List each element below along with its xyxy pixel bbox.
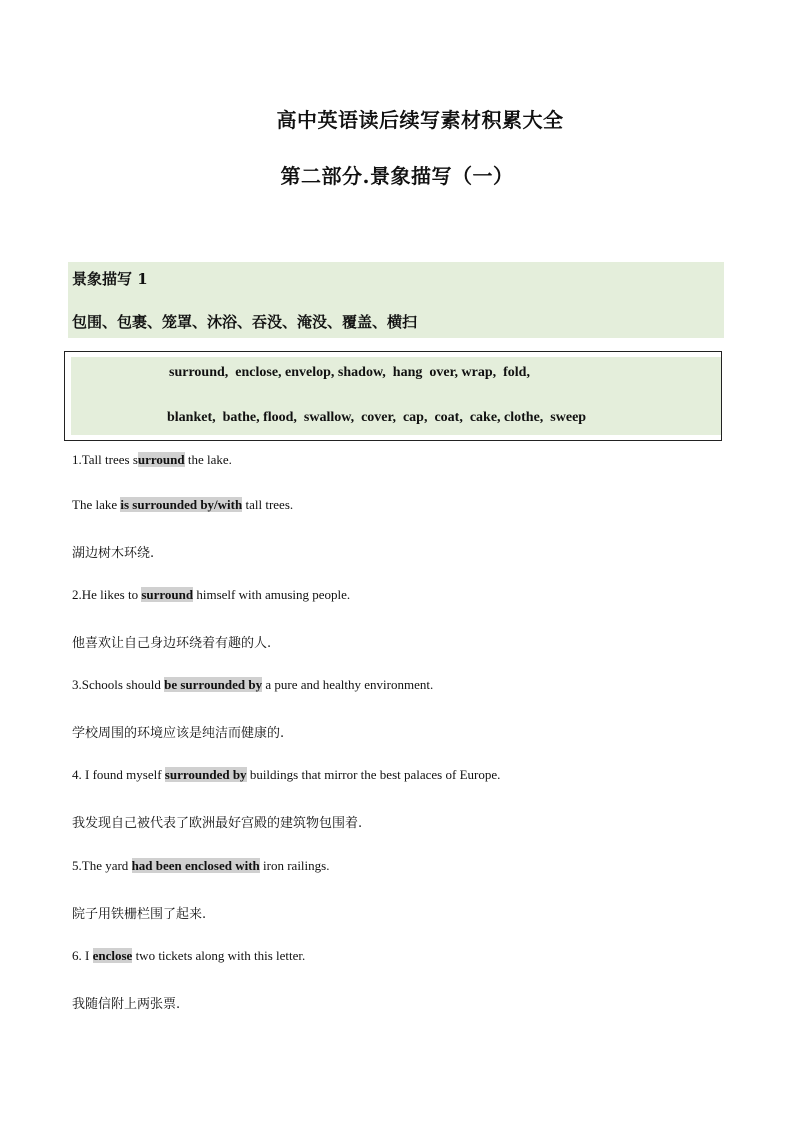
example-translation: 湖边树木环绕. — [72, 546, 155, 561]
highlighted-phrase: be surrounded by — [164, 677, 263, 692]
highlighted-phrase: surrounded by — [164, 767, 247, 782]
highlighted-phrase: surround — [141, 587, 194, 602]
highlighted-phrase: is surrounded by/with — [120, 497, 243, 512]
vocab-shading — [71, 357, 721, 435]
example-sentence: 5.The yard had been enclosed with iron railings. — [72, 858, 330, 873]
example-translation: 他喜欢让自己身边环绕着有趣的人. — [72, 636, 272, 651]
highlighted-phrase: urround — [137, 452, 185, 467]
example-sentence: 2.He likes to surround himself with amusing people. — [72, 587, 351, 602]
section-header-box — [68, 262, 724, 338]
example-sentence: 1.Tall trees surround the lake. — [72, 452, 232, 467]
section-heading: 景象描写 1 — [72, 270, 148, 288]
vocab-box — [64, 351, 722, 441]
document-title: 高中英语读后续写素材积累大全 — [276, 108, 564, 132]
example-sentence: 6. I enclose two tickets along with this letter. — [72, 948, 306, 963]
example-translation: 院子用铁栅栏围了起来. — [72, 907, 207, 922]
example-translation: 我随信附上两张票. — [72, 997, 181, 1012]
vocab-line-1: surround, enclose, envelop, shadow, hang over, wrap, fold, — [169, 365, 530, 380]
vocab-line-2: blanket, bathe, flood, swallow, cover, cap, coat, cake, clothe, sweep — [167, 410, 587, 425]
highlighted-phrase: enclose — [92, 948, 133, 963]
example-translation: 我发现自己被代表了欧洲最好宫殿的建筑物包围着. — [72, 816, 363, 831]
highlighted-phrase: had been enclosed with — [131, 858, 260, 873]
section-chinese-terms: 包围、包裹、笼罩、沐浴、吞没、淹没、覆盖、横扫 — [72, 313, 418, 331]
example-sentence: The lake is surrounded by/with tall trees. — [72, 497, 294, 512]
example-translation: 学校周围的环境应该是纯洁而健康的. — [72, 726, 285, 741]
section-title: 第二部分.景象描写（一） — [280, 164, 514, 188]
example-sentence: 3.Schools should be surrounded by a pure and healthy environment. — [72, 677, 434, 692]
example-sentence: 4. I found myself surrounded by buildings that mirror the best palaces of Europe. — [72, 767, 501, 782]
